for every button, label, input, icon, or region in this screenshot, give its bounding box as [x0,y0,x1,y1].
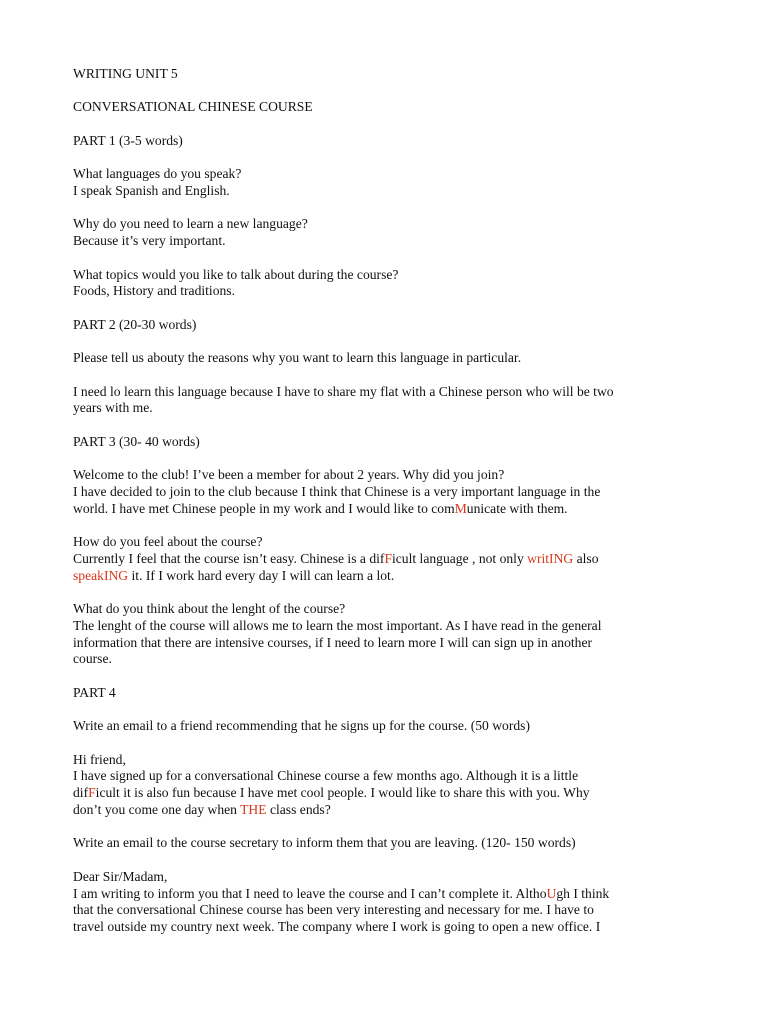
part3-qa-1 [73,467,703,517]
part3-answer-3-line: The lenght of the course will allows me to learn the most important. As I have read in the general [73,617,602,633]
part3-qa-3 [73,601,703,668]
correction-mark: F [384,550,392,566]
email-text: class ends? [266,802,331,818]
part3-answer-2-line [73,568,703,585]
correction-mark: writING [527,550,574,566]
part3-question-3: What do you think about the lenght of the course? [73,601,346,617]
part2-prompt: Please tell us abouty the reasons why you want to learn this language in particular. [73,350,522,366]
correction-mark: F [88,785,96,801]
part4-heading: PART 4 [73,684,116,700]
answer-text: Currently I feel that the course isn’t easy. Chinese is a dif [73,550,385,566]
email-body-line [73,886,703,903]
email-to-friend [73,752,703,819]
part4-prompt-2: Write an email to the course secretary to inform them that you are leaving. (120- 150 words) [73,835,576,851]
part4-prompt-1: Write an email to a friend recommending that he signs up for the course. (50 words) [73,718,530,734]
answer-text: world. I have met Chinese people in my work and I would like to com [73,500,455,516]
part4-prompt-2-block [73,835,703,852]
email-to-secretary [73,869,703,936]
course-title: CONVERSATIONAL CHINESE COURSE [73,99,313,115]
email-greeting: Hi friend, [73,751,126,767]
document-title-block [73,66,703,83]
email-body-line [73,802,703,819]
email-text: don’t you come one day when [73,802,241,818]
part3-answer-1-line [73,501,703,518]
part4-heading-block [73,685,703,702]
email-text: I am writing to inform you that I need to leave the course and I can’t complete it. Altho [73,885,547,901]
document-title: WRITING UNIT 5 [73,66,178,81]
part1-answer-2: Because it’s very important. [73,233,226,249]
part2-heading: PART 2 (20-30 words) [73,316,197,332]
part1-question-2: Why do you need to learn a new language? [73,216,308,232]
part2-answer-line: I need lo learn this language because I have to share my flat with a Chinese person who will be two [73,383,614,399]
email-body-line: I have signed up for a conversational Chinese course a few months ago. Although it is a little [73,768,579,784]
part3-answer-1-line: I have decided to join to the club because I think that Chinese is a very important language in the [73,483,601,499]
correction-mark: speakING [73,567,129,583]
part3-heading: PART 3 (30- 40 words) [73,433,200,449]
part1-question-3: What topics would you like to talk about during the course? [73,266,399,282]
email-text: icult it is also fun because I have met cool people. I would like to share this with you. Why [95,785,590,801]
part1-qa-2 [73,216,703,250]
part2-heading-block [73,317,703,334]
answer-text: icult language , not only [392,550,528,566]
correction-mark: U [546,885,557,901]
part4-prompt-1-block [73,718,703,735]
email-text: gh I think [556,885,610,901]
part3-qa-2 [73,534,703,584]
part2-answer-line: years with me. [73,400,153,416]
part3-question-1: Welcome to the club! I’ve been a member for about 2 years. Why did you join? [73,467,505,483]
course-title-block [73,99,703,116]
document-page [73,66,703,953]
correction-mark: THE [240,802,267,818]
part1-qa-3 [73,267,703,301]
part3-answer-3-line: course. [73,651,112,667]
answer-text: also [573,550,599,566]
correction-mark: M [454,500,467,516]
email-text: dif [73,785,89,801]
part2-answer [73,384,703,418]
part1-question-1: What languages do you speak? [73,166,242,182]
email-greeting: Dear Sir/Madam, [73,868,168,884]
answer-text: it. If I work hard every day I will can learn a lot. [128,567,395,583]
part1-qa-1 [73,166,703,200]
part1-answer-1: I speak Spanish and English. [73,182,230,198]
answer-text: unicate with them. [466,500,568,516]
part1-heading: PART 1 (3-5 words) [73,132,183,148]
email-body-line: travel outside my country next week. The company where I work is going to open a new office. I [73,919,601,935]
part3-answer-3-line: information that there are intensive courses, if I need to learn more I will can sign up in another [73,634,593,650]
part2-prompt-block [73,350,703,367]
email-body-line: that the conversational Chinese course has been very interesting and necessary for me. I have to [73,902,594,918]
part1-answer-3: Foods, History and traditions. [73,283,235,299]
email-body-line [73,785,703,802]
part3-question-2: How do you feel about the course? [73,534,263,550]
part3-heading-block [73,434,703,451]
part1-heading-block [73,133,703,150]
part3-answer-2-line [73,551,703,568]
